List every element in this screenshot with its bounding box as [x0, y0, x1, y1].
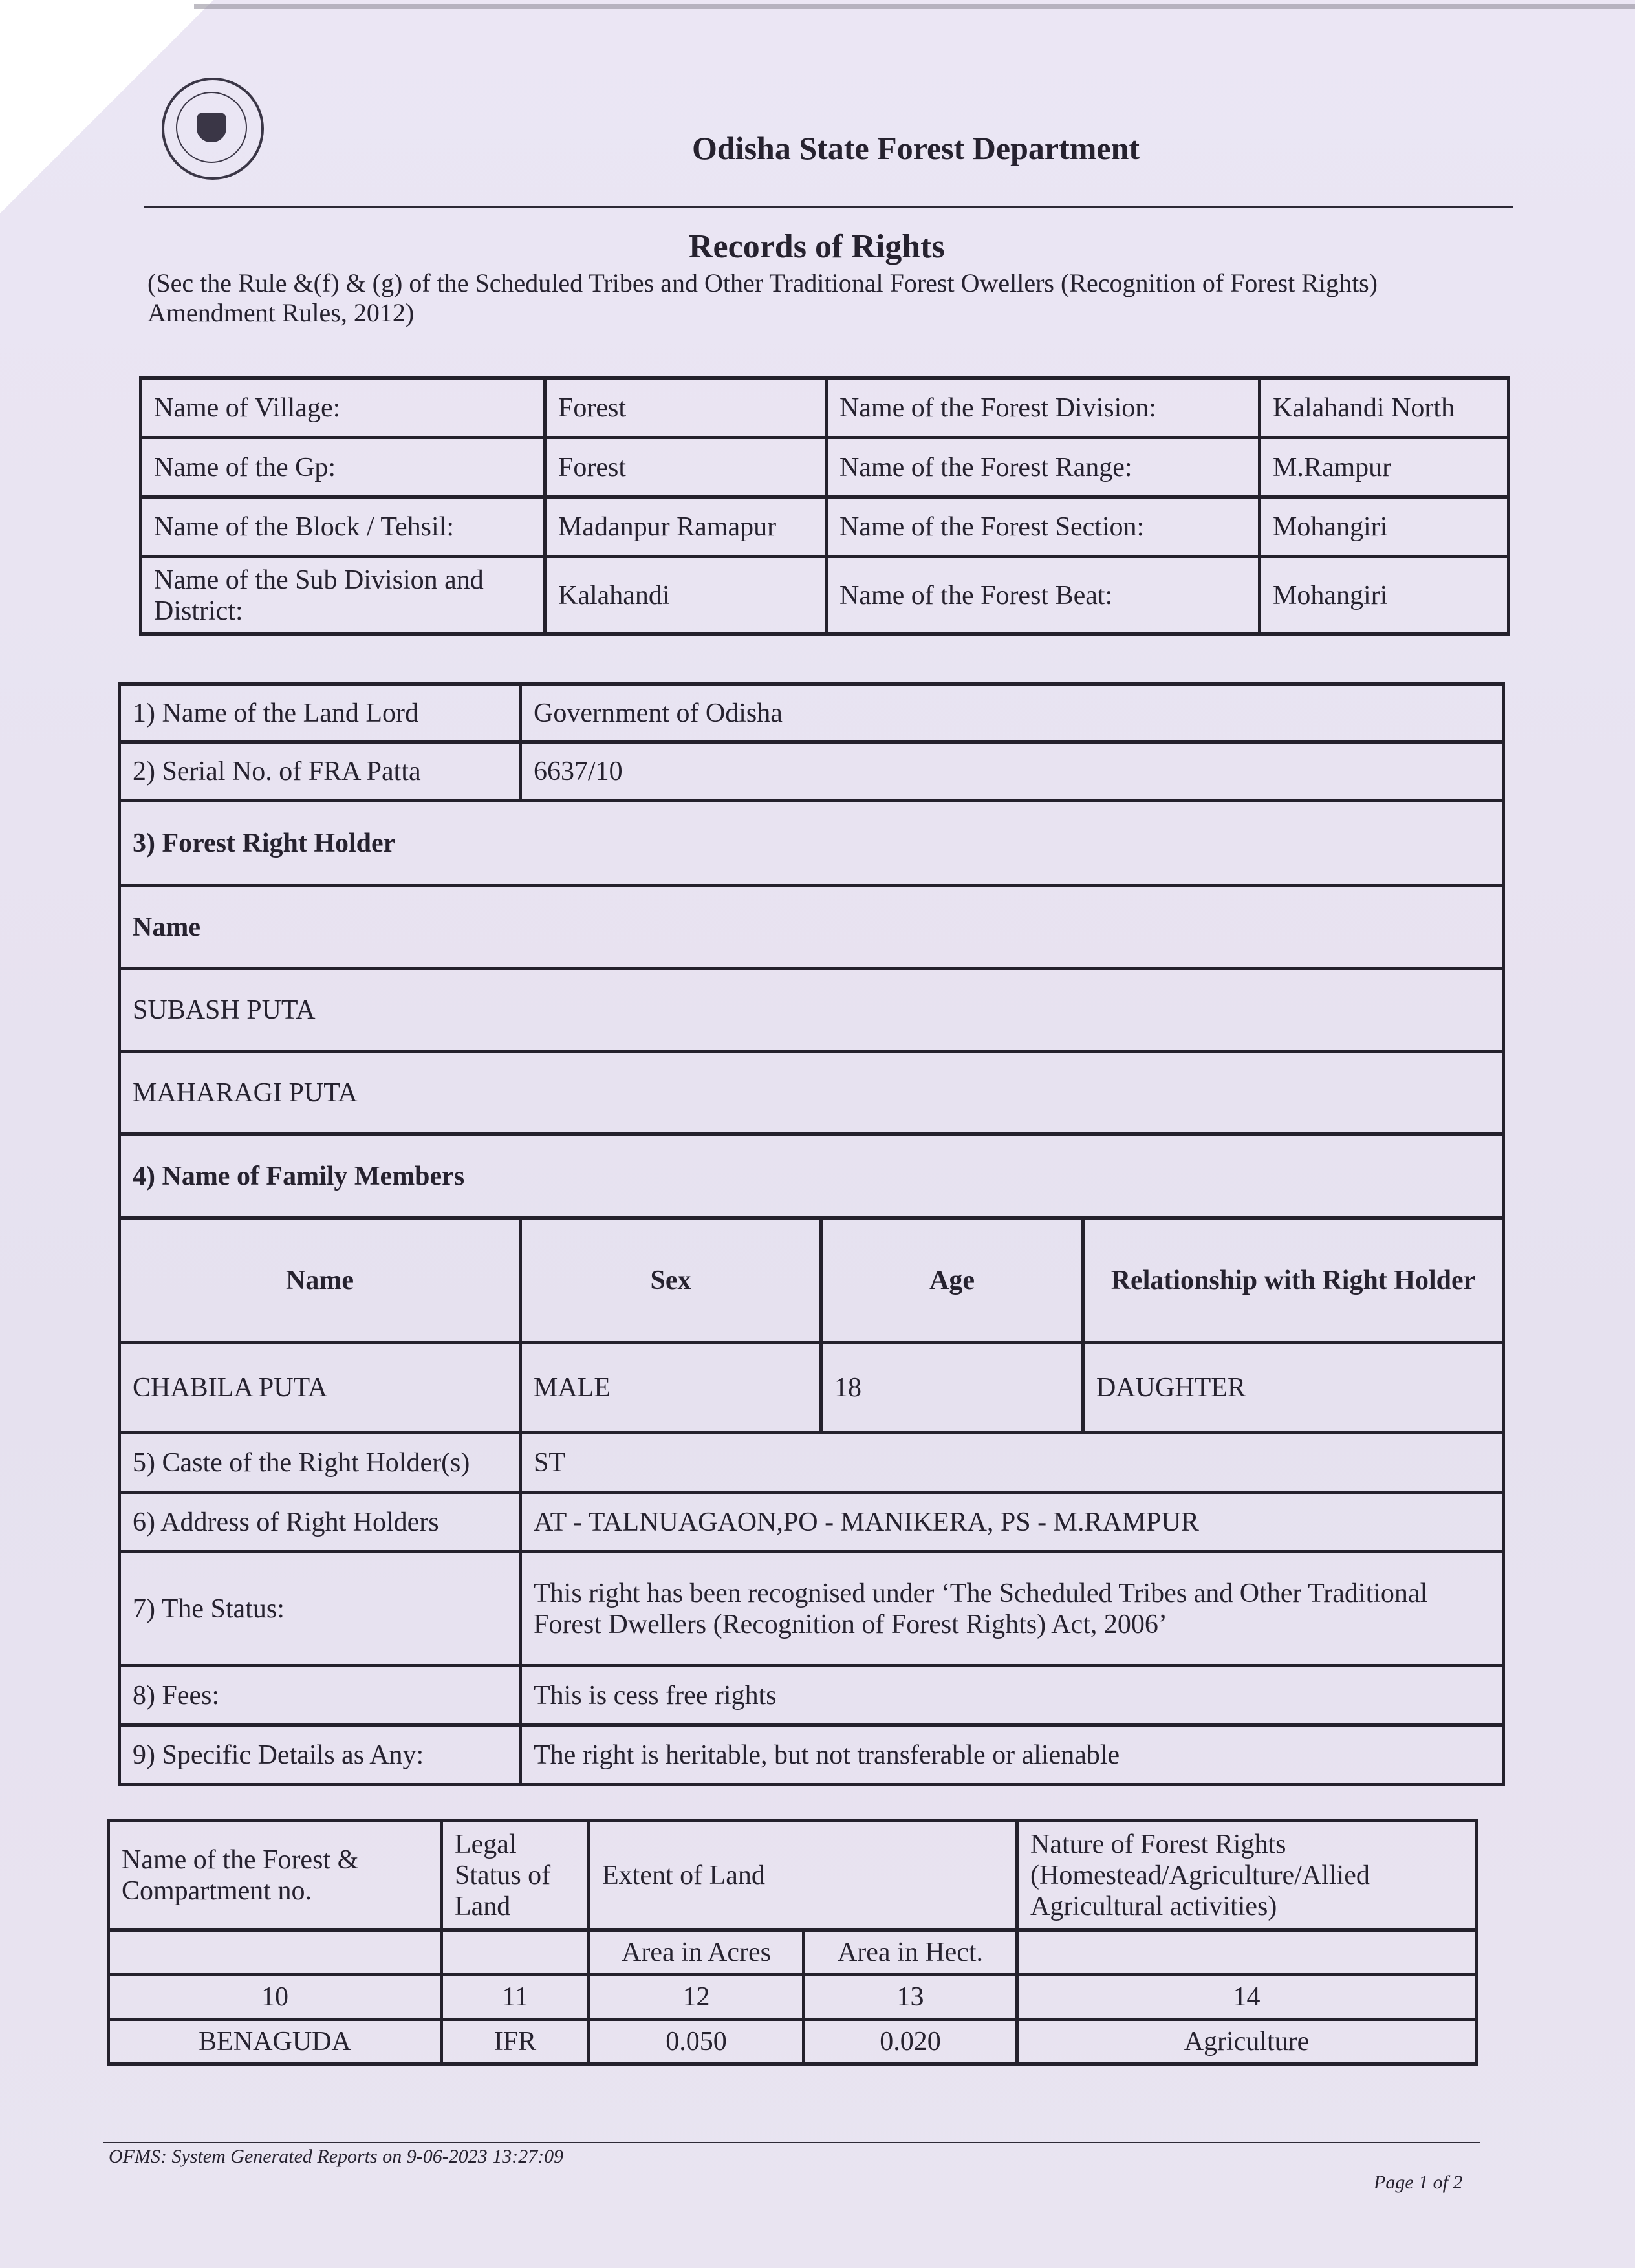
family-member-row — [120, 1343, 1504, 1433]
caste-row — [120, 1433, 1504, 1493]
nature-of-rights-heading: Nature of Forest Rights (Homestead/Agriculture/Allied Agricultural activities) — [1017, 1820, 1477, 1930]
holder-name-heading: Name — [120, 886, 1504, 969]
subdivision-value: Kalahandi — [545, 557, 827, 634]
land-subheader-row — [109, 1930, 1477, 1975]
location-row — [141, 378, 1509, 438]
village-value: Forest — [545, 378, 827, 438]
holder-name-heading-row — [120, 886, 1504, 969]
serial-value: 6637/10 — [521, 742, 1504, 801]
family-member-name: CHABILA PUTA — [120, 1343, 521, 1433]
family-members-heading: 4) Name of Family Members — [120, 1134, 1504, 1218]
family-heading-row — [120, 1134, 1504, 1218]
footer-rule — [103, 2142, 1480, 2143]
land-header-row — [109, 1820, 1477, 1930]
area-acres-heading: Area in Acres — [589, 1930, 804, 1975]
family-col-name: Name — [120, 1218, 521, 1343]
column-number: 14 — [1017, 1975, 1477, 2020]
seal-emblem-icon — [197, 113, 226, 142]
seal-inner-ring — [176, 92, 247, 163]
page-subtitle: (Sec the Rule &(f) & (g) of the Scheduled Tribes and Other Traditional Forest Owellers (Recognition of Forest Rights) Amendment Rules, 2012) — [147, 268, 1378, 327]
family-col-sex: Sex — [521, 1218, 821, 1343]
caste-label: 5) Caste of the Right Holder(s) — [120, 1433, 521, 1493]
village-label: Name of Village: — [141, 378, 545, 438]
specific-details-label: 9) Specific Details as Any: — [120, 1725, 521, 1785]
land-data-row — [109, 2020, 1477, 2064]
column-number: 13 — [804, 1975, 1017, 2020]
status-row — [120, 1552, 1504, 1666]
holder-name: SUBASH PUTA — [120, 969, 1504, 1052]
specific-details-value: The right is heritable, but not transferable or alienable — [521, 1725, 1504, 1785]
land-lord-label: 1) Name of the Land Lord — [120, 684, 521, 742]
location-row — [141, 557, 1509, 634]
column-number: 10 — [109, 1975, 442, 2020]
empty-cell — [442, 1930, 589, 1975]
status-label: 7) The Status: — [120, 1552, 521, 1666]
land-table — [107, 1819, 1478, 2066]
forest-right-holder-heading: 3) Forest Right Holder — [120, 801, 1504, 886]
serial-label: 2) Serial No. of FRA Patta — [120, 742, 521, 801]
legal-status-heading: Legal Status of Land — [442, 1820, 589, 1930]
extent-of-land-heading: Extent of Land — [589, 1820, 1017, 1930]
header-rule — [144, 206, 1513, 208]
generated-report-note: OFMS: System Generated Reports on 9-06-2023 13:27:09 — [109, 2146, 564, 2167]
land-lord-row — [120, 684, 1504, 742]
family-member-sex: MALE — [521, 1343, 821, 1433]
location-table — [139, 376, 1510, 636]
holder-row — [120, 969, 1504, 1052]
division-label: Name of the Forest Division: — [827, 378, 1260, 438]
range-label: Name of the Forest Range: — [827, 438, 1260, 497]
column-number: 12 — [589, 1975, 804, 2020]
area-acres-value: 0.050 — [589, 2020, 804, 2064]
block-label: Name of the Block / Tehsil: — [141, 497, 545, 557]
family-col-relationship: Relationship with Right Holder — [1083, 1218, 1504, 1343]
details-table — [118, 682, 1505, 1786]
area-hect-value: 0.020 — [804, 2020, 1017, 2064]
odisha-emblem-seal — [162, 78, 264, 180]
forest-compartment-heading: Name of the Forest & Compartment no. — [109, 1820, 442, 1930]
land-lord-value: Government of Odisha — [521, 684, 1504, 742]
specific-details-row — [120, 1725, 1504, 1785]
location-row — [141, 497, 1509, 557]
beat-value: Mohangiri — [1260, 557, 1509, 634]
holder-name: MAHARAGI PUTA — [120, 1052, 1504, 1134]
gp-value: Forest — [545, 438, 827, 497]
range-value: M.Rampur — [1260, 438, 1509, 497]
family-header-row — [120, 1218, 1504, 1343]
family-col-age: Age — [821, 1218, 1083, 1343]
fees-row — [120, 1666, 1504, 1725]
page-top-edge — [194, 4, 1635, 9]
land-number-row — [109, 1975, 1477, 2020]
fees-value: This is cess free rights — [521, 1666, 1504, 1725]
area-hect-heading: Area in Hect. — [804, 1930, 1017, 1975]
location-row — [141, 438, 1509, 497]
holder-heading-row — [120, 801, 1504, 886]
column-number: 11 — [442, 1975, 589, 2020]
empty-cell — [109, 1930, 442, 1975]
status-line: Forest Dwellers (Recognition of Forest Rights) Act, 2006’ — [534, 1609, 1167, 1639]
subdivision-label: Name of the Sub Division and District: — [141, 557, 545, 634]
page-title: Records of Rights — [689, 228, 945, 265]
caste-value: ST — [521, 1433, 1504, 1493]
address-label: 6) Address of Right Holders — [120, 1493, 521, 1552]
legal-status-value: IFR — [442, 2020, 589, 2064]
family-member-age: 18 — [821, 1343, 1083, 1433]
address-row — [120, 1493, 1504, 1552]
fees-label: 8) Fees: — [120, 1666, 521, 1725]
section-label: Name of the Forest Section: — [827, 497, 1260, 557]
address-value: AT - TALNUAGAON,PO - MANIKERA, PS - M.RAMPUR — [521, 1493, 1504, 1552]
family-member-relationship: DAUGHTER — [1083, 1343, 1504, 1433]
holder-row — [120, 1052, 1504, 1134]
gp-label: Name of the Gp: — [141, 438, 545, 497]
nature-value: Agriculture — [1017, 2020, 1477, 2064]
status-value — [521, 1552, 1504, 1666]
department-name: Odisha State Forest Department — [692, 130, 1140, 166]
serial-row — [120, 742, 1504, 801]
empty-cell — [1017, 1930, 1477, 1975]
beat-label: Name of the Forest Beat: — [827, 557, 1260, 634]
section-value: Mohangiri — [1260, 497, 1509, 557]
block-value: Madanpur Ramapur — [545, 497, 827, 557]
division-value: Kalahandi North — [1260, 378, 1509, 438]
page-number: Page 1 of 2 — [1374, 2172, 1463, 2193]
status-line: This right has been recognised under ‘The Scheduled Tribes and Other Traditional — [534, 1578, 1428, 1608]
forest-name-value: BENAGUDA — [109, 2020, 442, 2064]
